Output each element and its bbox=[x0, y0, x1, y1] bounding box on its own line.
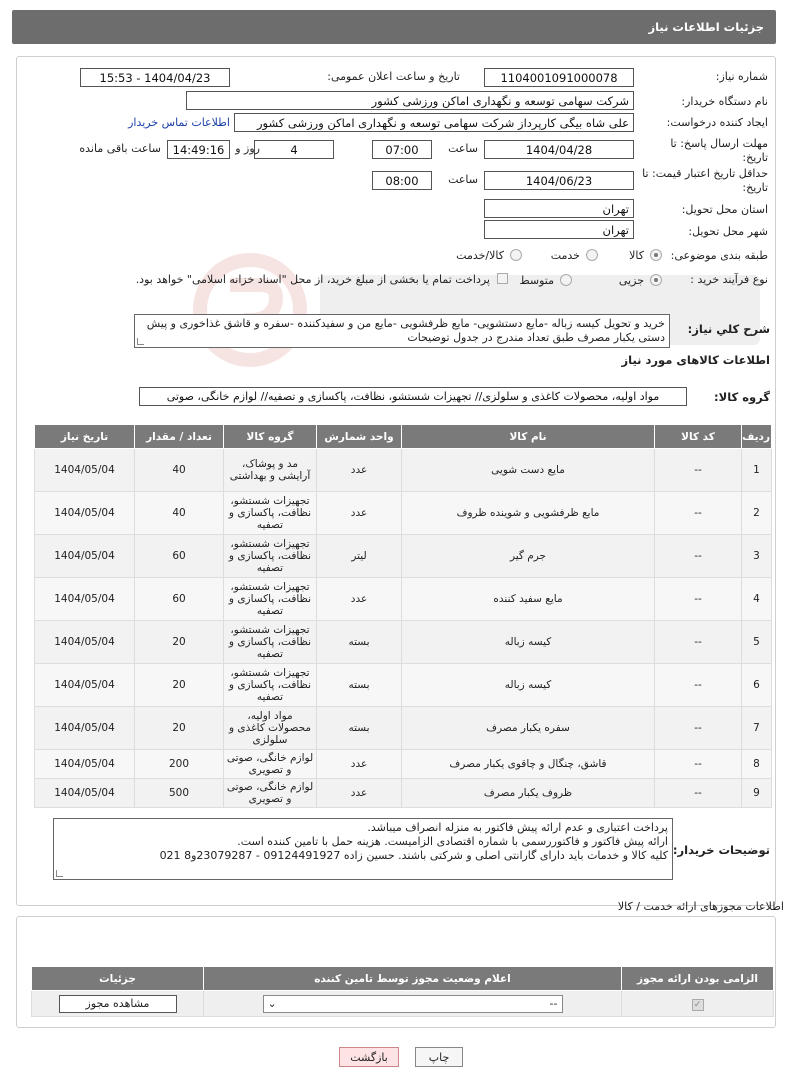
license-status-value: -- bbox=[549, 997, 558, 1010]
item-qty-cell: 500 bbox=[135, 779, 224, 808]
table-row bbox=[35, 578, 772, 621]
license-required-header: الزامی بودن ارائه مجوز bbox=[622, 967, 774, 991]
buyer-notes-textarea bbox=[53, 818, 673, 880]
item-code-cell: -- bbox=[655, 707, 742, 750]
buyer-notes-line: کلیه کالا و خدمات باید دارای گارانتی اصلی و شرکتی باشند. حسین زاده 09124491927 - 23079287و8 021 bbox=[159, 849, 668, 862]
license-status-cell bbox=[204, 991, 622, 1017]
item-unit-cell: بسته bbox=[317, 707, 402, 750]
item-name-cell: ظروف یکبار مصرف bbox=[402, 779, 655, 808]
item-name-cell: مایع ظرفشویی و شوینده ظروف bbox=[402, 492, 655, 535]
process-minor-radio[interactable] bbox=[650, 274, 662, 286]
item-group-cell: لوازم خانگی، صوتی و تصویری bbox=[224, 779, 317, 808]
table-row bbox=[35, 621, 772, 664]
table-row bbox=[35, 779, 772, 808]
category-label: طبقه بندی موضوعی: bbox=[670, 249, 768, 262]
table-row bbox=[35, 664, 772, 707]
item-date-cell: 1404/05/04 bbox=[35, 621, 135, 664]
chevron-down-icon: ⌄ bbox=[267, 997, 277, 1010]
table-row bbox=[35, 449, 772, 492]
item-name-cell: مایع دست شویی bbox=[402, 449, 655, 492]
license-header-row bbox=[32, 967, 774, 991]
col-code-header: کد کالا bbox=[655, 425, 742, 449]
item-unit-cell: عدد bbox=[317, 750, 402, 779]
item-group-cell: مواد اولیه، محصولات کاغذی و سلولزی bbox=[224, 707, 317, 750]
item-date-cell: 1404/05/04 bbox=[35, 492, 135, 535]
item-name-cell: کیسه زباله bbox=[402, 664, 655, 707]
item-group-cell: تجهیزات شستشو، نظافت، پاکسازی و تصفیه bbox=[224, 621, 317, 664]
days-and-label: روز و bbox=[235, 142, 260, 155]
item-group-cell: مد و پوشاک، آرایشی و بهداشتی bbox=[224, 449, 317, 492]
item-unit-cell: بسته bbox=[317, 664, 402, 707]
item-qty-cell: 40 bbox=[135, 449, 224, 492]
item-qty-cell: 20 bbox=[135, 621, 224, 664]
deadline-time-label: ساعت bbox=[448, 142, 478, 155]
item-group-cell: تجهیزات شستشو، نظافت، پاکسازی و تصفیه bbox=[224, 664, 317, 707]
item-code-cell: -- bbox=[655, 664, 742, 707]
item-qty-cell: 200 bbox=[135, 750, 224, 779]
table-row bbox=[35, 492, 772, 535]
days-remaining-field: 4 bbox=[254, 140, 334, 159]
category-service-label: خدمت bbox=[550, 249, 580, 262]
min-validity-label: حداقل تاریخ اعتبار قیمت: تا تاریخ: bbox=[642, 167, 768, 194]
category-goods-service-radio[interactable] bbox=[510, 249, 522, 261]
deadline-date-field: 1404/04/28 bbox=[484, 140, 634, 159]
resize-grip-icon[interactable] bbox=[137, 338, 144, 345]
item-qty-cell: 20 bbox=[135, 707, 224, 750]
row-number-cell: 5 bbox=[742, 621, 772, 664]
announce-field: 1404/04/23 - 15:53 bbox=[80, 68, 230, 87]
view-license-button[interactable]: مشاهده مجوز bbox=[59, 995, 177, 1013]
row-number-cell: 1 bbox=[742, 449, 772, 492]
item-qty-cell: 60 bbox=[135, 535, 224, 578]
process-minor-label: جزیی bbox=[618, 274, 644, 287]
table-row bbox=[35, 535, 772, 578]
col-date-header: تاریخ نیاز bbox=[35, 425, 135, 449]
item-unit-cell: لیتر bbox=[317, 535, 402, 578]
requester-field: علی شاه بیگی کارپرداز شرکت سهامی توسعه و نگهداری اماکن ورزشی کشور bbox=[234, 113, 634, 132]
item-code-cell: -- bbox=[655, 621, 742, 664]
table-row bbox=[35, 750, 772, 779]
province-field: تهران bbox=[484, 199, 634, 218]
item-group-cell: تجهیزات شستشو، نظافت، پاکسازی و تصفیه bbox=[224, 535, 317, 578]
buyer-org-field: شرکت سهامی توسعه و نگهداری اماکن ورزشی کشور bbox=[186, 91, 634, 110]
license-required-cell bbox=[622, 991, 774, 1017]
item-name-cell: مایع سفید کننده bbox=[402, 578, 655, 621]
license-section-title: اطلاعات مجوزهای ارائه خدمت / کالا bbox=[617, 900, 784, 913]
col-row-header: ردیف bbox=[742, 425, 772, 449]
items-table-header-row bbox=[35, 425, 772, 449]
item-unit-cell: بسته bbox=[317, 621, 402, 664]
goods-group-field: مواد اولیه، محصولات کاغذی و سلولزی// تجهیزات شستشو، نظافت، پاکسازی و تصفیه// لوازم خانگی، صوتی bbox=[139, 387, 687, 406]
row-number-cell: 6 bbox=[742, 664, 772, 707]
item-date-cell: 1404/05/04 bbox=[35, 449, 135, 492]
col-group-header: گروه کالا bbox=[224, 425, 317, 449]
item-qty-cell: 20 bbox=[135, 664, 224, 707]
summary-textarea bbox=[134, 314, 670, 348]
item-code-cell: -- bbox=[655, 578, 742, 621]
table-row bbox=[35, 707, 772, 750]
summary-text: خرید و تحویل کیسه زباله -مایع دستشویی- مایع ظرفشویی -مایع من و سفیدکننده -سفره و قاشق غذاخوری و پیش دستی یکبار مصرف طبق تعداد مندرج در جدول توضیحات bbox=[146, 317, 665, 344]
item-date-cell: 1404/05/04 bbox=[35, 750, 135, 779]
item-code-cell: -- bbox=[655, 779, 742, 808]
summary-label: شرح كلي نياز: bbox=[687, 322, 770, 336]
category-goods-radio[interactable] bbox=[650, 249, 662, 261]
item-code-cell: -- bbox=[655, 492, 742, 535]
item-date-cell: 1404/05/04 bbox=[35, 578, 135, 621]
item-date-cell: 1404/05/04 bbox=[35, 779, 135, 808]
print-button[interactable]: چاپ bbox=[415, 1047, 463, 1067]
license-table bbox=[31, 966, 774, 1017]
buyer-notes-line: ارائه پیش فاکتور و فاکتوررسمی با شماره اقتصادی الزامیست. هزینه حمل با تامین کننده است. bbox=[237, 835, 668, 848]
back-button[interactable]: بازگشت bbox=[339, 1047, 399, 1067]
item-date-cell: 1404/05/04 bbox=[35, 707, 135, 750]
item-date-cell: 1404/05/04 bbox=[35, 664, 135, 707]
page-header bbox=[12, 10, 776, 44]
item-unit-cell: عدد bbox=[317, 779, 402, 808]
item-name-cell: کیسه زباله bbox=[402, 621, 655, 664]
province-label: استان محل تحویل: bbox=[681, 203, 768, 216]
process-medium-radio[interactable] bbox=[560, 274, 572, 286]
item-unit-cell: عدد bbox=[317, 492, 402, 535]
process-medium-label: متوسط bbox=[519, 274, 554, 287]
license-status-select[interactable] bbox=[263, 995, 563, 1013]
col-name-header: نام کالا bbox=[402, 425, 655, 449]
need-number-label: شماره نیاز: bbox=[715, 70, 768, 83]
buyer-org-label: نام دستگاه خریدار: bbox=[681, 95, 768, 108]
col-qty-header: تعداد / مقدار bbox=[135, 425, 224, 449]
row-number-cell: 2 bbox=[742, 492, 772, 535]
treasury-payment-checkbox[interactable] bbox=[497, 273, 508, 284]
city-field: تهران bbox=[484, 220, 634, 239]
announce-label: تاریخ و ساعت اعلان عمومی: bbox=[327, 70, 460, 83]
category-goods-label: کالا bbox=[629, 249, 644, 262]
goods-group-label: گروه کالا: bbox=[714, 390, 770, 404]
validity-date-field: 1404/06/23 bbox=[484, 171, 634, 190]
item-name-cell: جرم گیر bbox=[402, 535, 655, 578]
buyer-notes-line: پرداخت اعتباری و عدم ارائه پیش فاکتور به منزله انصراف میباشد. bbox=[367, 821, 668, 834]
item-code-cell: -- bbox=[655, 535, 742, 578]
license-row bbox=[32, 991, 774, 1017]
row-number-cell: 8 bbox=[742, 750, 772, 779]
item-unit-cell: عدد bbox=[317, 449, 402, 492]
process-label: نوع فرآیند خرید : bbox=[690, 273, 768, 286]
need-number-field: 1104001091000078 bbox=[484, 68, 634, 87]
row-number-cell: 4 bbox=[742, 578, 772, 621]
item-name-cell: سفره یکبار مصرف bbox=[402, 707, 655, 750]
col-unit-header: واحد شمارش bbox=[317, 425, 402, 449]
item-group-cell: لوازم خانگی، صوتی و تصویری bbox=[224, 750, 317, 779]
item-qty-cell: 40 bbox=[135, 492, 224, 535]
item-date-cell: 1404/05/04 bbox=[35, 535, 135, 578]
buyer-contact-link[interactable]: اطلاعات تماس خریدار bbox=[128, 116, 230, 129]
row-number-cell: 3 bbox=[742, 535, 772, 578]
row-number-cell: 9 bbox=[742, 779, 772, 808]
validity-time-field: 08:00 bbox=[372, 171, 432, 190]
buyer-notes-label: توضیحات خریدار: bbox=[672, 843, 770, 857]
license-details-header: جزئیات bbox=[32, 967, 204, 991]
row-number-cell: 7 bbox=[742, 707, 772, 750]
deadline-label: مهلت ارسال پاسخ: تا تاریخ: bbox=[670, 137, 768, 164]
item-qty-cell: 60 bbox=[135, 578, 224, 621]
item-code-cell: -- bbox=[655, 750, 742, 779]
resize-grip-icon[interactable] bbox=[56, 870, 63, 877]
item-code-cell: -- bbox=[655, 449, 742, 492]
license-status-header: اعلام وضعیت مجوز توسط تامین کننده bbox=[204, 967, 622, 991]
checkmark-icon: ✓ bbox=[692, 999, 704, 1011]
page-title: جزئیات اطلاعات نیاز bbox=[648, 20, 764, 34]
remaining-time-field: 14:49:16 bbox=[167, 140, 230, 159]
city-label: شهر محل تحویل: bbox=[688, 225, 768, 238]
items-table bbox=[34, 424, 772, 808]
category-service-radio[interactable] bbox=[586, 249, 598, 261]
requester-label: ایجاد کننده درخواست: bbox=[666, 116, 768, 129]
item-group-cell: تجهیزات شستشو، نظافت، پاکسازی و تصفیه bbox=[224, 578, 317, 621]
treasury-payment-note: پرداخت تمام یا بخشی از مبلغ خرید، از محل "اسناد خزانه اسلامی" خواهد بود. bbox=[135, 273, 490, 286]
validity-time-label: ساعت bbox=[448, 173, 478, 186]
goods-section-title: اطلاعات کالاهای مورد نیاز bbox=[621, 353, 770, 367]
item-name-cell: قاشق، چنگال و چاقوی یکبار مصرف bbox=[402, 750, 655, 779]
category-goods-service-label: کالا/خدمت bbox=[456, 249, 504, 262]
deadline-time-field: 07:00 bbox=[372, 140, 432, 159]
license-details-cell bbox=[32, 991, 204, 1017]
item-unit-cell: عدد bbox=[317, 578, 402, 621]
item-group-cell: تجهیزات شستشو، نظافت، پاکسازی و تصفیه bbox=[224, 492, 317, 535]
remaining-label: ساعت باقی مانده bbox=[79, 142, 161, 155]
